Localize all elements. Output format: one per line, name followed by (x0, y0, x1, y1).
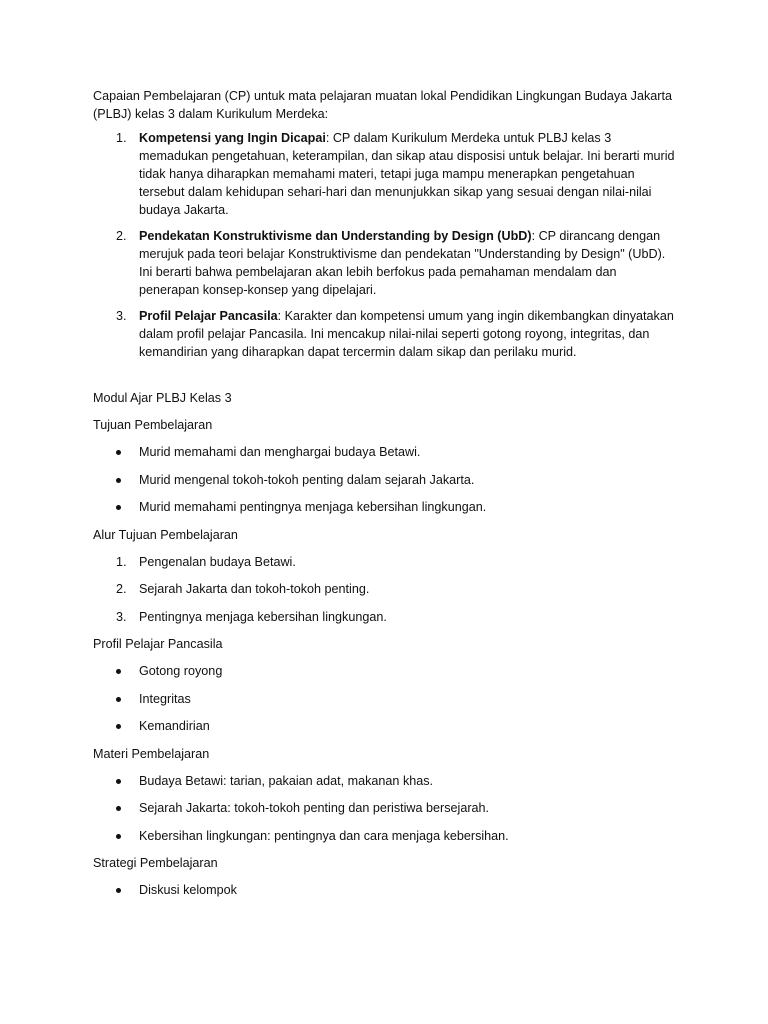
cp-item-term: Profil Pelajar Pancasila (139, 309, 278, 323)
list-item-text: Budaya Betawi: tarian, pakaian adat, makanan khas. (139, 773, 434, 788)
cp-item (93, 129, 678, 219)
list-item (93, 717, 678, 735)
list-item (93, 799, 678, 817)
cp-item-number: 1. (116, 131, 127, 145)
list-item-text: Sejarah Jakarta dan tokoh-tokoh penting. (139, 582, 370, 596)
tujuan-heading: Tujuan Pembelajaran (93, 418, 213, 432)
list-item-text: Integritas (139, 691, 191, 706)
strategi-heading: Strategi Pembelajaran (93, 856, 218, 870)
list-item-text: Murid memahami dan menghargai budaya Betawi. (139, 445, 421, 459)
bullet-icon (116, 888, 121, 893)
bullet-icon (116, 505, 121, 510)
cp-item-term: Kompetensi yang Ingin Dicapai (139, 131, 326, 145)
list-item (93, 553, 678, 571)
strategi-list (93, 881, 678, 899)
list-item (93, 827, 678, 845)
bullet-icon (116, 697, 121, 702)
list-item (93, 662, 678, 680)
module-title: Modul Ajar PLBJ Kelas 3 (93, 391, 232, 405)
bullet-icon (116, 478, 121, 483)
list-item-number: 3. (116, 609, 127, 624)
cp-item (93, 227, 678, 299)
list-item-text: Kebersihan lingkungan: pentingnya dan cara menjaga kebersihan. (139, 828, 509, 843)
list-item (93, 471, 678, 489)
list-item-text: Sejarah Jakarta: tokoh-tokoh penting dan peristiwa bersejarah. (139, 801, 490, 815)
bullet-icon (116, 669, 121, 674)
bullet-icon (116, 724, 121, 729)
cp-item-text: : CP dirancang dengan merujuk pada teori belajar Konstruktivisme dan pendekatan "Understanding by Design" (UbD). Ini berarti bahwa pembelajaran akan lebih berfokus pada pemahaman mendalam dan penerapan konsep-konsep yang dipelajari. (139, 229, 666, 297)
list-item-text: Murid memahami pentingnya menjaga kebersihan lingkungan. (139, 500, 487, 514)
intro-paragraph: Capaian Pembelajaran (CP) untuk mata pelajaran muatan lokal Pendidikan Lingkungan Budaya Jakarta (PLBJ) kelas 3 dalam Kurikulum Merdeka: (93, 89, 672, 121)
list-item-text: Kemandirian (139, 719, 210, 733)
list-item-number: 2. (116, 582, 127, 596)
materi-heading: Materi Pembelajaran (93, 746, 210, 761)
profil-heading: Profil Pelajar Pancasila (93, 637, 223, 651)
bullet-icon (116, 450, 121, 455)
tujuan-list (93, 443, 678, 516)
list-item (93, 608, 678, 626)
cp-item-number: 3. (116, 309, 127, 323)
bullet-icon (116, 834, 121, 839)
cp-list (93, 129, 678, 361)
list-item-text: Gotong royong (139, 664, 223, 678)
bullet-icon (116, 779, 121, 784)
list-item-text: Pentingnya menjaga kebersihan lingkungan. (139, 609, 387, 624)
list-item (93, 772, 678, 790)
list-item (93, 498, 678, 516)
cp-item-term: Pendekatan Konstruktivisme dan Understanding by Design (UbD) (139, 229, 532, 243)
list-item (93, 580, 678, 598)
profil-list (93, 662, 678, 735)
list-item-number: 1. (116, 554, 127, 569)
list-item-text: Diskusi kelompok (139, 883, 237, 897)
list-item (93, 881, 678, 899)
list-item (93, 443, 678, 461)
list-item-text: Pengenalan budaya Betawi. (139, 554, 296, 569)
cp-item (93, 307, 678, 361)
bullet-icon (116, 806, 121, 811)
materi-list (93, 772, 678, 845)
list-item (93, 690, 678, 708)
cp-item-text: : Karakter dan kompetensi umum yang ingin dikembangkan dinyatakan dalam profil pelajar Pancasila. Ini mencakup nilai-nilai seperti gotong royong, integritas, dan kemandirian yang diharapkan dapat tercermin dalam sikap dan perilaku murid. (139, 309, 674, 359)
cp-item-number: 2. (116, 229, 127, 243)
alur-list (93, 553, 678, 626)
alur-heading: Alur Tujuan Pembelajaran (93, 527, 238, 542)
cp-item-text: : CP dalam Kurikulum Merdeka untuk PLBJ kelas 3 memadukan pengetahuan, keterampilan, dan sikap atau disposisi untuk belajar. Ini berarti murid tidak hanya diharapkan memahami materi, tetapi juga mampu menerapkan pengetahuan tersebut dalam kehidupan sehari-hari dan menunjukkan sikap yang sesuai dengan nilai-nilai budaya Jakarta. (139, 131, 675, 217)
list-item-text: Murid mengenal tokoh-tokoh penting dalam sejarah Jakarta. (139, 472, 475, 487)
